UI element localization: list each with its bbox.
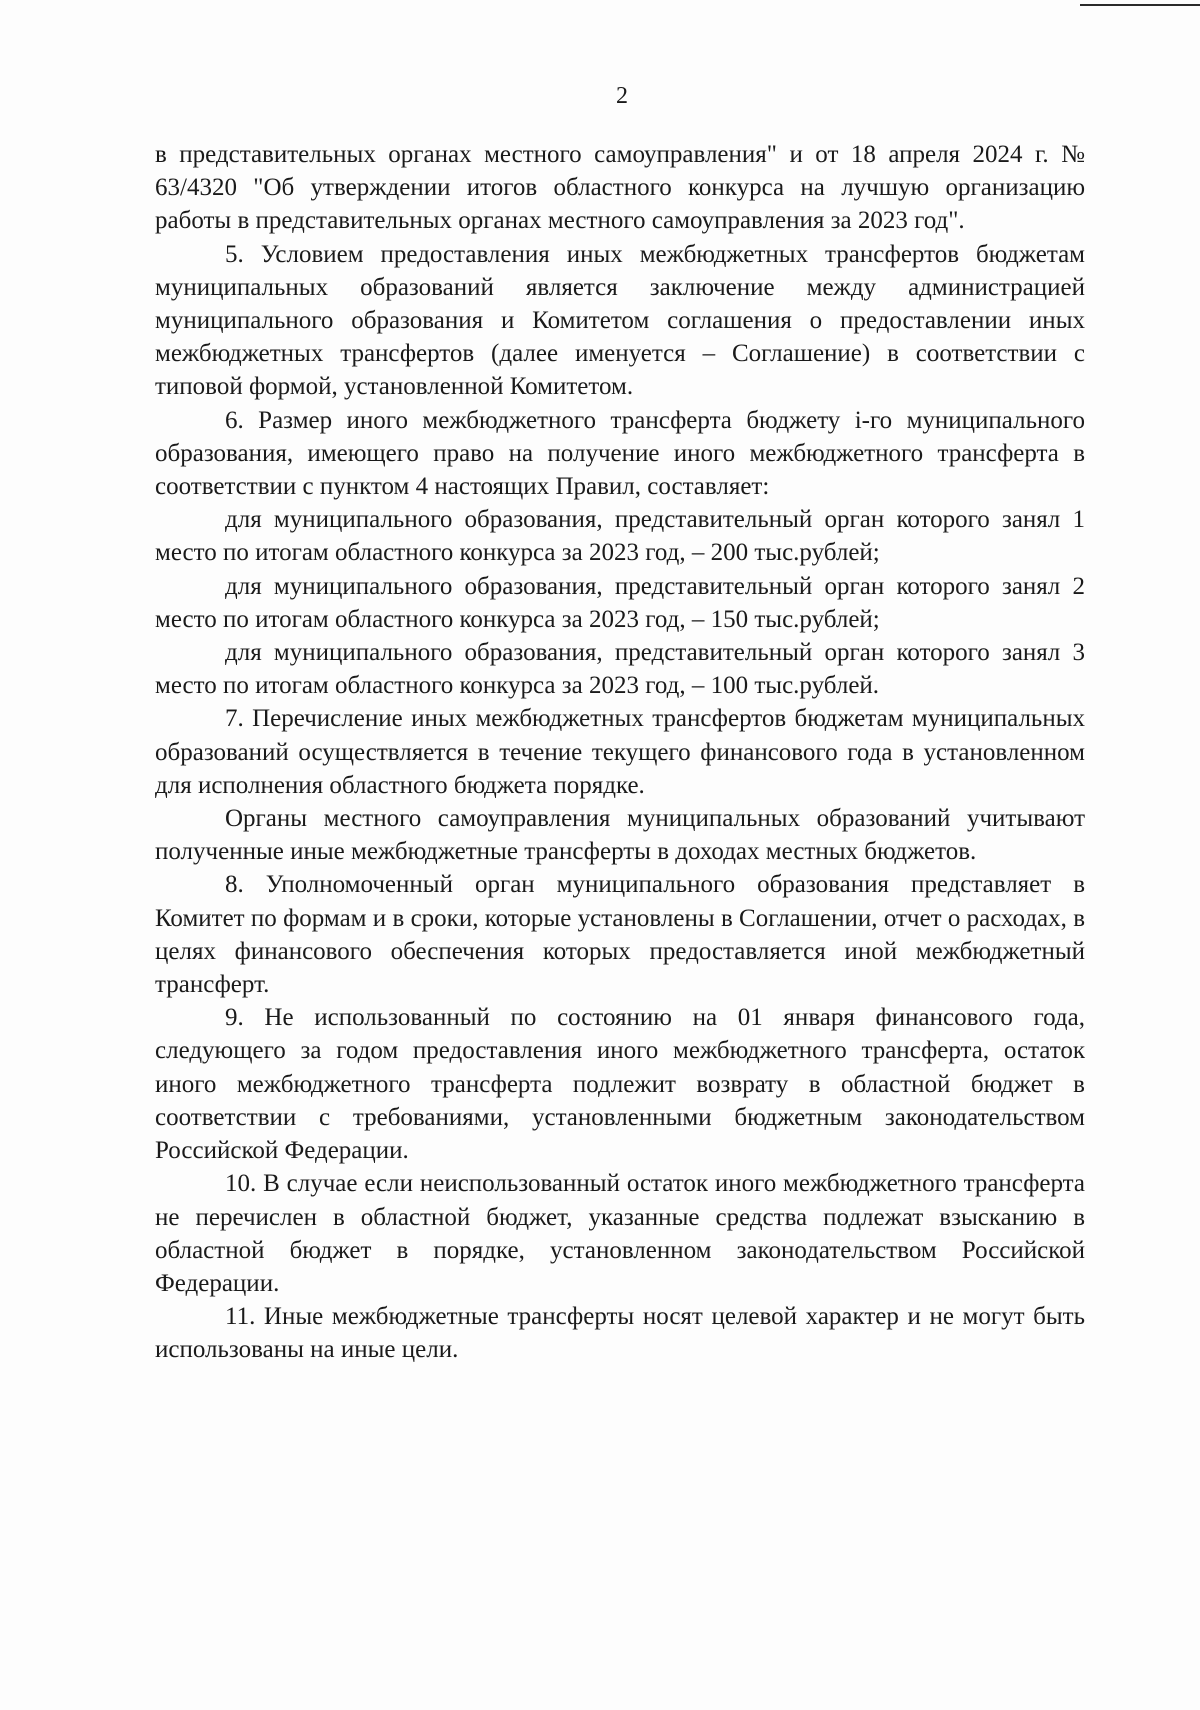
paragraph-6-place-3: для муниципального образования, представительный орган которого занял 3 место по итогам областного конкурса за 2023 год, – 100 тыс.рублей. [155,639,1085,700]
paragraph-6: 6. Размер иного межбюджетного трансферта бюджету i-го муниципального образования, имеющего право на получение иного межбюджетного трансферта в соответствии с пунктом 4 настоящих Правил, составляет: [155,406,1085,501]
paragraph-7: 7. Перечисление иных межбюджетных трансфертов бюджетам муниципальных образований осуществляется в течение текущего финансового года в установленном для исполнения областного бюджета порядке. [155,705,1085,799]
paragraph-11: 11. Иные межбюджетные трансферты носят целевой характер и не могут быть использованы на иные цели. [155,1303,1085,1364]
scan-edge-line [1080,4,1200,6]
paragraph-6-place-1: для муниципального образования, представительный орган которого занял 1 место по итогам областного конкурса за 2023 год, – 200 тыс.рублей; [155,506,1085,567]
paragraph-5: 5. Условием предоставления иных межбюджетных трансфертов бюджетам муниципальных образований является заключение между администрацией муниципального образования и Комитетом соглашения о предоставлении иных межбюджетных трансфертов (далее именуется – Соглашение) в соответствии с типовой формой, установленной Комитетом. [155,240,1085,401]
paragraph-6-place-2: для муниципального образования, представительный орган которого занял 2 место по итогам областного конкурса за 2023 год, – 150 тыс.рублей; [155,572,1085,633]
paragraph-7-local-budgets: Органы местного самоуправления муниципальных образований учитывают полученные иные межбюджетные трансферты в доходах местных бюджетов. [155,805,1085,866]
paragraph-9: 9. Не использованный по состоянию на 01 января финансового года, следующего за годом предоставления иного межбюджетного трансферта, остаток иного межбюджетного трансферта подлежит возврату в областной бюджет в соответствии с требованиями, установленными бюджетным законодательством Российской Федерации. [155,1004,1085,1165]
paragraph-8: 8. Уполномоченный орган муниципального образования представляет в Комитет по формам и в сроки, которые установлены в Соглашении, отчет о расходах, в целях финансового обеспечения которых предоставляется иной межбюджетный трансферт. [155,871,1085,999]
paragraph-10: 10. В случае если неиспользованный остаток иного межбюджетного трансферта не перечислен в областной бюджет, указанные средства подлежат взысканию в областной бюджет в порядке, установленном законодательством Российской Федерации. [155,1170,1085,1297]
document-body [155,138,1085,1367]
page-number: 2 [616,83,628,109]
paragraph-continuation: в представительных органах местного самоуправления" и от 18 апреля 2024 г. № 63/4320 "Об утверждении итогов областного конкурса на лучшую организацию работы в представительных органах местного самоуправления за 2023 год". [155,141,1085,235]
